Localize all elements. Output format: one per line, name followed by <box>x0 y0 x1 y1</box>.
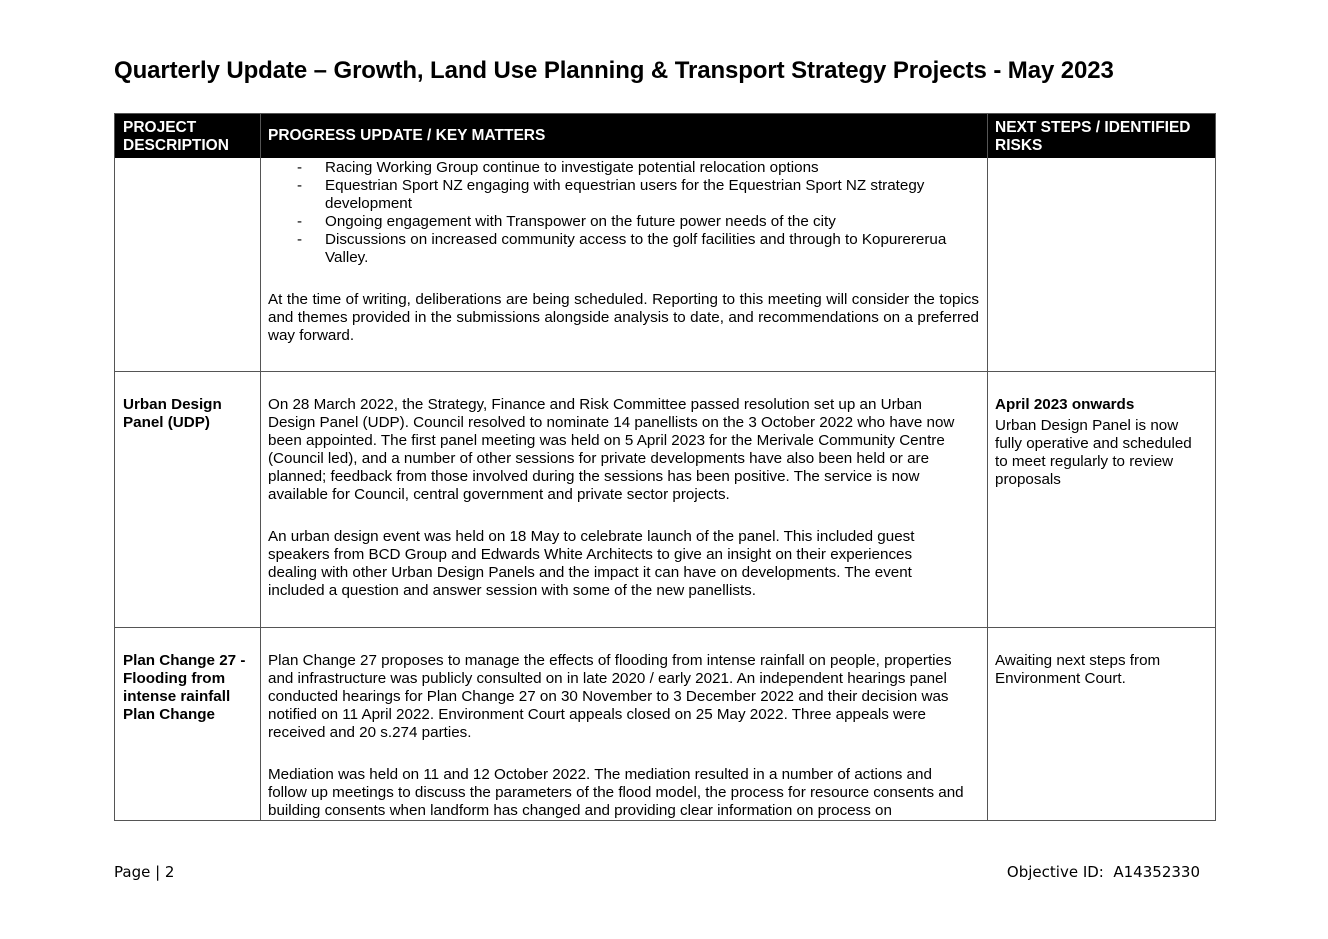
row-divider <box>115 371 1215 372</box>
bullet-list <box>268 159 979 267</box>
next-steps-text: Awaiting next steps from Environment Court. <box>995 652 1161 687</box>
next-steps-cell-udp <box>987 396 1215 489</box>
projects-table <box>114 113 1216 821</box>
progress-paragraph: At the time of writing, deliberations are being scheduled. Reporting to this meeting will consider the topics and themes provided in the submissions alongside analysis to date, and recommendations on a preferred way forward. <box>268 291 979 344</box>
progress-paragraph: Plan Change 27 proposes to manage the effects of flooding from intense rainfall on people, properties and infrastructure was publicly consulted on in late 2020 / early 2021. An independent hearings panel conducted hearings for Plan Change 27 on 30 November to 3 December 2022 and their decision was notified on 11 April 2022. Environment Court appeals closed on 25 May 2022. Three appeals were received and 20 s.274 parties. <box>268 652 952 741</box>
progress-paragraph: Mediation was held on 11 and 12 October 2022. The mediation resulted in a number of actions and follow up meetings to discuss the parameters of the flood model, the process for resource consents and building consents when landform has changed and providing clear information on process on <box>268 766 964 819</box>
list-item: - Discussions on increased community access to the golf facilities and through to Kopurererua Valley. <box>297 231 947 266</box>
header-progress-update: PROGRESS UPDATE / KEY MATTERS <box>260 114 987 158</box>
header-project-description: PROJECT DESCRIPTION <box>115 114 260 158</box>
page-title: Quarterly Update – Growth, Land Use Planning & Transport Strategy Projects - May 2023 <box>114 57 1114 84</box>
list-item: - Ongoing engagement with Transpower on the future power needs of the city <box>297 213 836 230</box>
table-row-continuation-progress <box>260 159 987 345</box>
page-number: Page | 2 <box>114 863 175 881</box>
header-next-steps: NEXT STEPS / IDENTIFIED RISKS <box>987 114 1215 158</box>
next-steps-cell-plan-change-27 <box>987 652 1215 688</box>
list-item: - Equestrian Sport NZ engaging with equestrian users for the Equestrian Sport NZ strategy development <box>297 177 925 212</box>
list-item: - Racing Working Group continue to investigate potential relocation options <box>297 159 819 176</box>
progress-cell-udp <box>260 396 987 600</box>
progress-cell-plan-change-27 <box>260 652 987 820</box>
progress-paragraph: An urban design event was held on 18 May to celebrate launch of the panel. This included guest speakers from BCD Group and Edwards White Architects to give an insight on their experiences dealing with other Urban Design Panels and the impact it can have on developments. The event included a question and answer session with some of the new panellists. <box>268 528 915 599</box>
next-steps-heading: April 2023 onwards <box>995 396 1135 413</box>
row-divider <box>115 627 1215 628</box>
project-name-plan-change-27: Plan Change 27 - Flooding from intense rainfall Plan Change <box>123 652 246 723</box>
project-name-udp: Urban Design Panel (UDP) <box>123 396 222 431</box>
progress-paragraph: On 28 March 2022, the Strategy, Finance and Risk Committee passed resolution set up an Urban Design Panel (UDP). Council resolved to nominate 14 panellists on the 3 October 2022 who have now been appointed. The first panel meeting was held on 5 April 2023 for the Merivale Community Centre (Council led), and a number of other sessions for private developments have also been held or are planned; feedback from those involved during the sessions has been positive. The service is now available for Council, central government and private sector projects. <box>268 396 955 503</box>
objective-id: Objective ID: A14352330 <box>1006 863 1200 881</box>
next-steps-text: Urban Design Panel is now fully operative and scheduled to meet regularly to review proposals <box>995 417 1192 488</box>
